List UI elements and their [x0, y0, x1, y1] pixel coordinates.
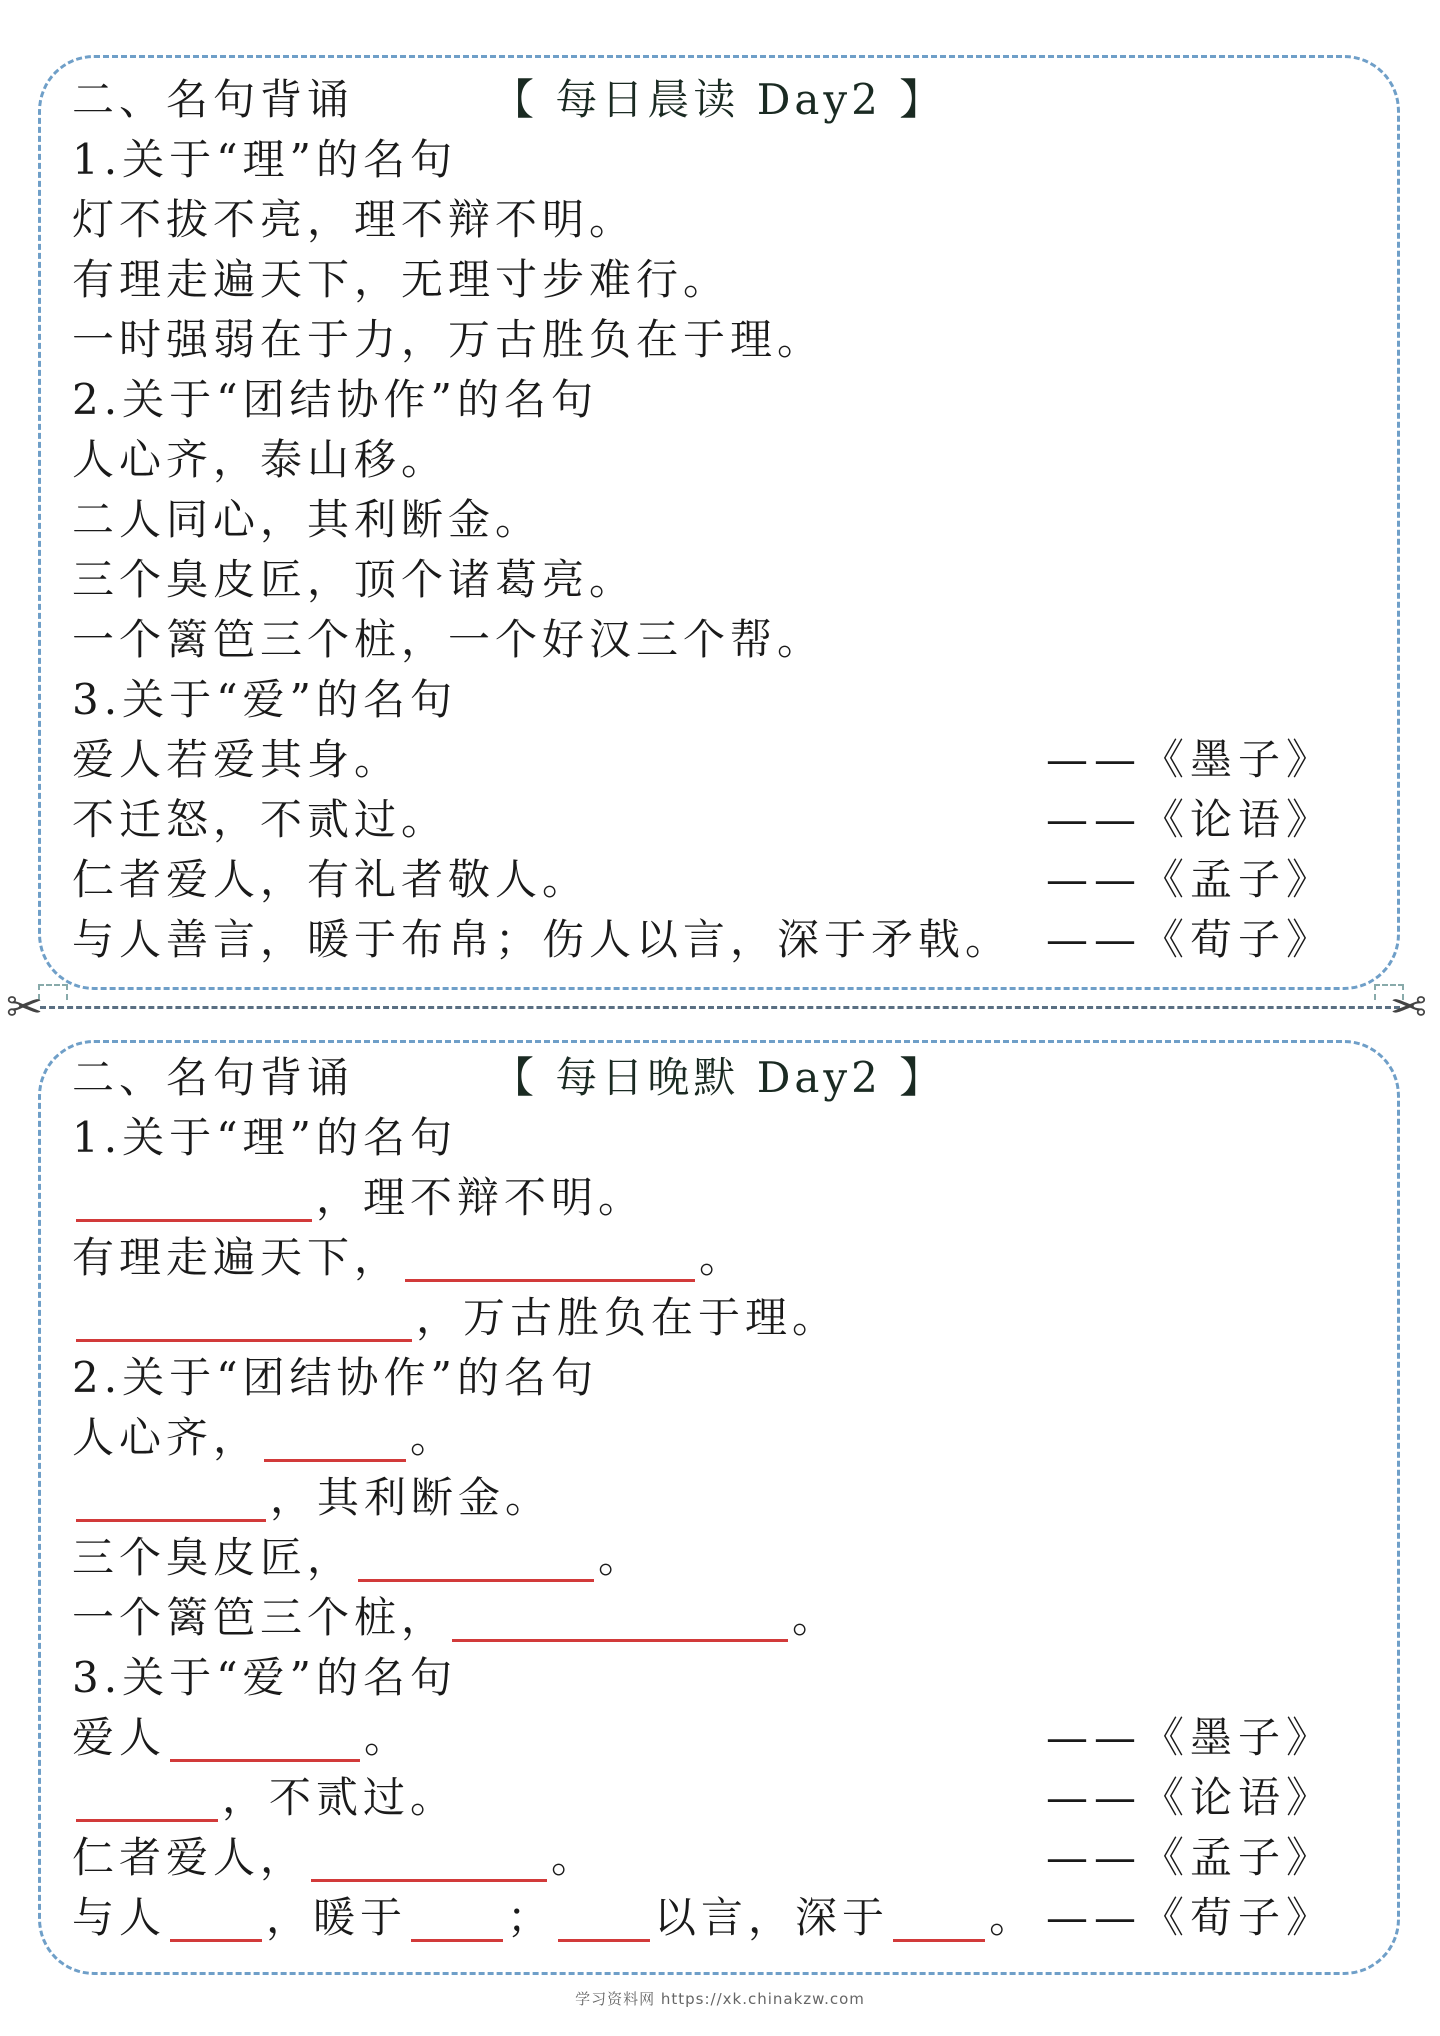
fill-blank[interactable] [411, 1895, 503, 1942]
morning-line-6: 三个臭皮匠，顶个诸葛亮。 [72, 555, 637, 604]
evening-line-5 [72, 1468, 552, 1528]
line-text: 三个臭皮匠， [72, 1533, 355, 1582]
morning-line-2: 有理走遍天下，无理寸步难行。 [72, 255, 731, 304]
evening-source-mengzi: ——《孟子》 [1046, 1833, 1335, 1882]
line-text: 。 [699, 1233, 747, 1282]
line-text: 。 [792, 1593, 840, 1642]
evening-line-2 [72, 1228, 746, 1288]
line-text: 。 [989, 1893, 1037, 1942]
scissors-icon: ✂ [6, 982, 43, 1033]
morning-source-mengzi: ——《孟子》 [1046, 855, 1335, 904]
evening-source-lunyu: ——《论语》 [1046, 1773, 1335, 1822]
evening-source-mozi: ——《墨子》 [1046, 1713, 1335, 1762]
morning-line-3: 一时强弱在于力，万古胜负在于理。 [72, 315, 825, 364]
evening-section-heading: 二、名句背诵 [72, 1053, 355, 1102]
fill-blank[interactable] [558, 1895, 650, 1942]
footer-watermark: 学习资料网 https://xk.chinakzw.com [575, 1990, 865, 2008]
fill-blank[interactable] [170, 1895, 262, 1942]
line-text: ； [507, 1893, 555, 1942]
morning-line-1: 灯不拔不亮，理不辩不明。 [72, 195, 637, 244]
line-text: ，不贰过。 [222, 1773, 458, 1822]
line-text: 有理走遍天下， [72, 1233, 402, 1282]
evening-line-9 [72, 1768, 457, 1828]
morning-title: 【 每日晨读 Day2 】 [492, 75, 946, 124]
evening-line-10 [72, 1828, 598, 1888]
morning-line-7: 一个篱笆三个桩，一个好汉三个帮。 [72, 615, 825, 664]
fill-blank[interactable] [76, 1295, 412, 1342]
morning-line-4: 人心齐，泰山移。 [72, 435, 449, 484]
fill-blank[interactable] [76, 1475, 266, 1522]
fill-blank[interactable] [405, 1235, 695, 1282]
line-text: 与人 [72, 1893, 167, 1942]
morning-source-xunzi: ——《荀子》 [1046, 915, 1335, 964]
line-text: 仁者爱人， [72, 1833, 308, 1882]
evening-line-7 [72, 1588, 839, 1648]
line-text: 以言，深于 [654, 1893, 890, 1942]
evening-source-xunzi: ——《荀子》 [1046, 1893, 1335, 1942]
fill-blank[interactable] [452, 1595, 788, 1642]
morning-heading-li: 1.关于“理”的名句 [72, 135, 458, 184]
line-text: 爱人 [72, 1713, 167, 1762]
morning-line-5: 二人同心，其利断金。 [72, 495, 543, 544]
fill-blank[interactable] [311, 1835, 547, 1882]
scissors-icon: ✂ [1390, 982, 1427, 1033]
morning-source-lunyu: ——《论语》 [1046, 795, 1335, 844]
evening-line-1 [72, 1168, 645, 1228]
evening-title: 【 每日晚默 Day2 】 [492, 1053, 946, 1102]
morning-heading-ai: 3.关于“爱”的名句 [72, 675, 458, 724]
line-text: 。 [598, 1533, 646, 1582]
evening-heading-ai: 3.关于“爱”的名句 [72, 1653, 458, 1702]
fill-blank[interactable] [76, 1775, 218, 1822]
morning-line-11: 与人善言，暖于布帛；伤人以言，深于矛戟。 [72, 915, 1013, 964]
morning-line-8: 爱人若爱其身。 [72, 735, 402, 784]
line-text: 。 [364, 1713, 412, 1762]
fill-blank[interactable] [76, 1175, 312, 1222]
evening-heading-tuanjie: 2.关于“团结协作”的名句 [72, 1353, 599, 1402]
line-text: 人心齐， [72, 1413, 261, 1462]
line-text: ，理不辩不明。 [316, 1173, 646, 1222]
line-text: ，暖于 [266, 1893, 408, 1942]
evening-line-3 [72, 1288, 839, 1348]
line-text: ，其利断金。 [270, 1473, 553, 1522]
evening-heading-li: 1.关于“理”的名句 [72, 1113, 458, 1162]
cut-line-divider [40, 1006, 1400, 1009]
line-text: 。 [410, 1413, 458, 1462]
evening-line-4 [72, 1408, 457, 1468]
line-text: 一个篱笆三个桩， [72, 1593, 449, 1642]
morning-source-mozi: ——《墨子》 [1046, 735, 1335, 784]
fill-blank[interactable] [264, 1415, 406, 1462]
line-text: ，万古胜负在于理。 [416, 1293, 840, 1342]
fill-blank[interactable] [358, 1535, 594, 1582]
morning-line-10: 仁者爱人，有礼者敬人。 [72, 855, 590, 904]
evening-line-6 [72, 1528, 645, 1588]
fill-blank[interactable] [893, 1895, 985, 1942]
morning-heading-tuanjie: 2.关于“团结协作”的名句 [72, 375, 599, 424]
line-text: 。 [551, 1833, 599, 1882]
evening-line-8 [72, 1708, 411, 1768]
evening-line-11 [72, 1888, 1036, 1948]
morning-section-heading: 二、名句背诵 [72, 75, 355, 124]
morning-line-9: 不迁怒，不贰过。 [72, 795, 449, 844]
fill-blank[interactable] [170, 1715, 360, 1762]
